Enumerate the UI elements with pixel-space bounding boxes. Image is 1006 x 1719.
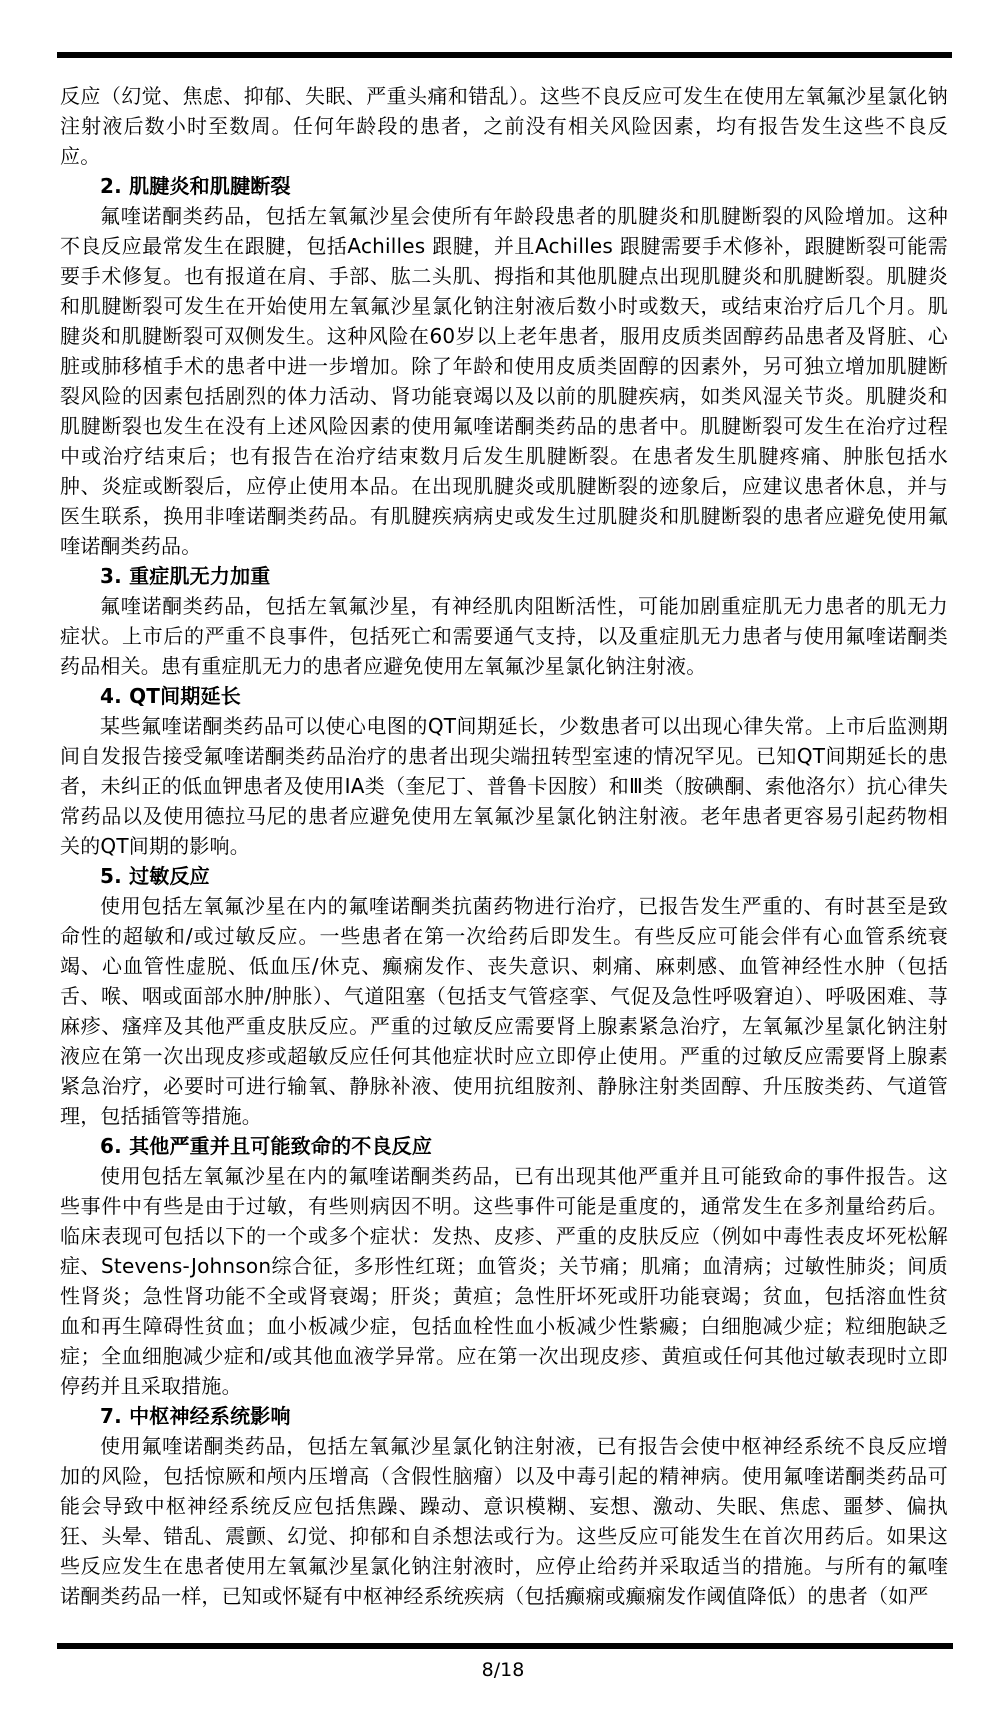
page-number: 8/18: [481, 1659, 525, 1681]
bottom-border-rule: [57, 1643, 953, 1649]
section-heading: 2. 肌腱炎和肌腱断裂: [100, 174, 291, 198]
section-heading: 4. QT间期延长: [100, 684, 241, 708]
body-paragraph: 使用包括左氧氟沙星在内的氟喹诺酮类药品，已有出现其他严重并且可能致命的事件报告。这些事件中有些是由于过敏，有些则病因不明。这些事件可能是重度的，通常发生在多剂量给药后。临床表现可包括以下的一个或多个症状：发热、皮疹、严重的皮肤反应（例如中毒性表皮坏死松解症、Stevens-Johnson综合征，多形性红斑；血管炎；关节痛；肌痛；血清病；过敏性肺炎；间质性肾炎；急性肾功能不全或肾衰竭；肝炎；黄疸；急性肝坏死或肝功能衰竭；贫血，包括溶血性贫血和再生障碍性贫血；血小板减少症，包括血栓性血小板减少性紫癜；白细胞减少症；粒细胞缺乏症；全血细胞减少症和/或其他血液学异常。应在第一次出现皮疹、黄疸或任何其他过敏表现时立即停药并且采取措施。: [60, 1164, 948, 1398]
body-paragraph: 氟喹诺酮类药品，包括左氧氟沙星会使所有年龄段患者的肌腱炎和肌腱断裂的风险增加。这种不良反应最常发生在跟腱，包括Achilles 跟腱，并且Achilles 跟腱需要手术修补，跟腱断裂可能需要手术修复。也有报道在肩、手部、肱二头肌、拇指和其他肌腱点出现肌腱炎和肌腱断裂。肌腱炎和肌腱断裂可发生在开始使用左氧氟沙星氯化钠注射液后数小时或数天，或结束治疗后几个月。肌腱炎和肌腱断裂可双侧发生。这种风险在60岁以上老年患者，服用皮质类固醇药品患者及肾脏、心脏或肺移植手术的患者中进一步增加。除了年龄和使用皮质类固醇的因素外，另可独立增加肌腱断裂风险的因素包括剧烈的体力活动、肾功能衰竭以及以前的肌腱疾病，如类风湿关节炎。肌腱炎和肌腱断裂也发生在没有上述风险因素的使用氟喹诺酮类药品的患者中。肌腱断裂可发生在治疗过程中或治疗结束后；也有报告在治疗结束数月后发生肌腱断裂。在患者发生肌腱疼痛、肿胀包括水肿、炎症或断裂后，应停止使用本品。在出现肌腱炎或肌腱断裂的迹象后，应建议患者休息，并与医生联系，换用非喹诺酮类药品。有肌腱疾病病史或发生过肌腱炎和肌腱断裂的患者应避免使用氟喹诺酮类药品。: [60, 204, 948, 558]
body-paragraph: 反应（幻觉、焦虑、抑郁、失眠、严重头痛和错乱）。这些不良反应可发生在使用左氧氟沙星氯化钠注射液后数小时至数周。任何年龄段的患者，之前没有相关风险因素，均有报告发生这些不良反应。: [60, 84, 948, 168]
body-paragraph: 使用氟喹诺酮类药品，包括左氧氟沙星氯化钠注射液，已有报告会使中枢神经系统不良反应增加的风险，包括惊厥和颅内压增高（含假性脑瘤）以及中毒引起的精神病。使用氟喹诺酮类药品可能会导致中枢神经系统反应包括焦躁、躁动、意识模糊、妄想、激动、失眠、焦虑、噩梦、偏执狂、头晕、错乱、震颤、幻觉、抑郁和自杀想法或行为。这些反应可能发生在首次用药后。如果这些反应发生在患者使用左氧氟沙星氯化钠注射液时，应停止给药并采取适当的措施。与所有的氟喹诺酮类药品一样，已知或怀疑有中枢神经系统疾病（包括癫痫或癫痫发作阈值降低）的患者（如严: [60, 1434, 948, 1608]
section-heading: 5. 过敏反应: [100, 864, 210, 888]
body-paragraph: 使用包括左氧氟沙星在内的氟喹诺酮类抗菌药物进行治疗，已报告发生严重的、有时甚至是致命性的超敏和/或过敏反应。一些患者在第一次给药后即发生。有些反应可能会伴有心血管系统衰竭、心血管性虚脱、低血压/休克、癫痫发作、丧失意识、刺痛、麻刺感、血管神经性水肿（包括舌、喉、咽或面部水肿/肿胀）、气道阻塞（包括支气管痉挛、气促及急性呼吸窘迫）、呼吸困难、荨麻疹、瘙痒及其他严重皮肤反应。严重的过敏反应需要肾上腺素紧急治疗，左氧氟沙星氯化钠注射液应在第一次出现皮疹或超敏反应任何其他症状时应立即停止使用。严重的过敏反应需要肾上腺素紧急治疗，必要时可进行输氧、静脉补液、使用抗组胺剂、静脉注射类固醇、升压胺类药、气道管理，包括插管等措施。: [60, 894, 948, 1128]
page-footer: [0, 1657, 1006, 1683]
body-paragraph: 某些氟喹诺酮类药品可以使心电图的QT间期延长，少数患者可以出现心律失常。上市后监测期间自发报告接受氟喹诺酮类药品治疗的患者出现尖端扭转型室速的情况罕见。已知QT间期延长的患者，未纠正的低血钾患者及使用IA类（奎尼丁、普鲁卡因胺）和Ⅲ类（胺碘酮、索他洛尔）抗心律失常药品以及使用德拉马尼的患者应避免使用左氧氟沙星氯化钠注射液。老年患者更容易引起药物相关的QT间期的影响。: [60, 714, 948, 858]
section-heading: 3. 重症肌无力加重: [100, 564, 271, 588]
section-heading: 7. 中枢神经系统影响: [100, 1404, 291, 1428]
section-heading: 6. 其他严重并且可能致命的不良反应: [100, 1134, 433, 1158]
document-body: [60, 81, 948, 1611]
body-paragraph: 氟喹诺酮类药品，包括左氧氟沙星，有神经肌肉阻断活性，可能加剧重症肌无力患者的肌无力症状。上市后的严重不良事件，包括死亡和需要通气支持，以及重症肌无力患者与使用氟喹诺酮类药品相关。患有重症肌无力的患者应避免使用左氧氟沙星氯化钠注射液。: [60, 594, 948, 678]
top-border-rule: [57, 52, 952, 58]
